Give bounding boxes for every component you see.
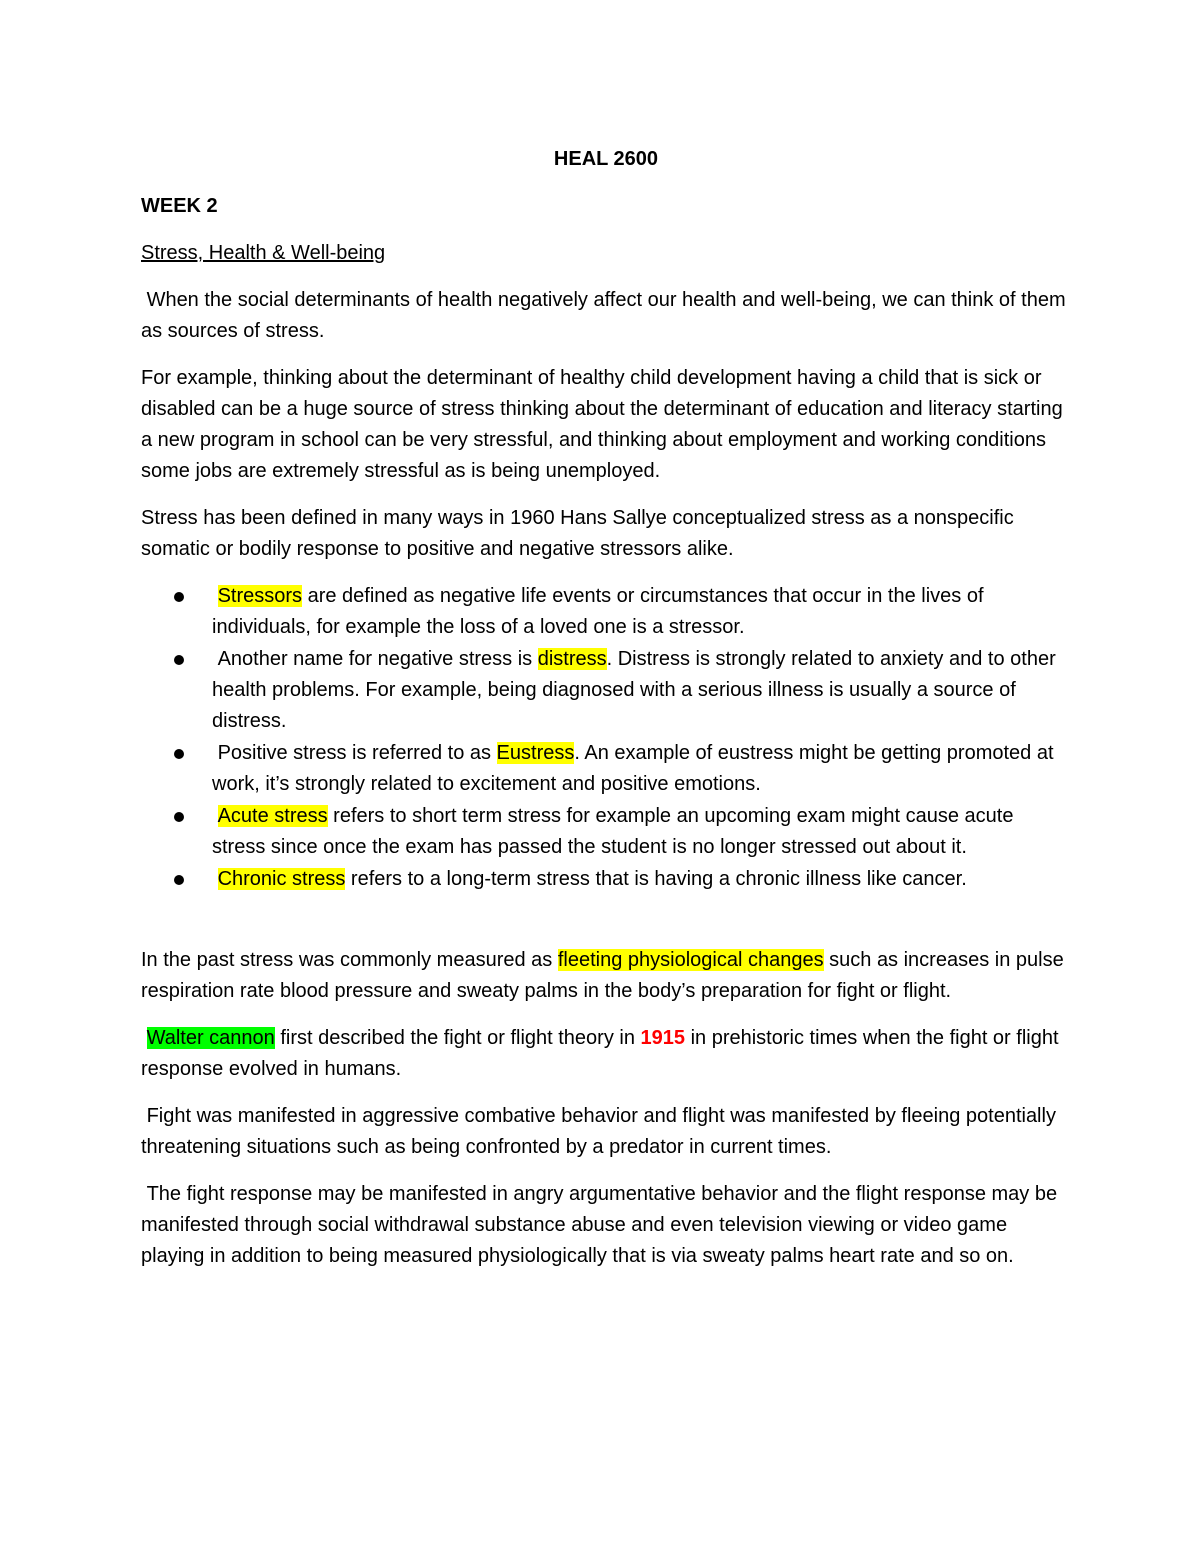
blank-line — [141, 911, 1071, 945]
paragraph-modern-response: The fight response may be manifested in angry argumentative behavior and the flight response may be manifested through social withdrawal substance abuse and even television viewing or video game playing in addition to being measured physiologically that is via sweaty palms heart rate and so on. — [141, 1183, 1063, 1267]
highlighted-name: Walter cannon — [146, 1027, 275, 1049]
list-item — [141, 864, 1071, 895]
list-item — [141, 581, 1071, 643]
bullet-icon — [174, 875, 184, 885]
paragraph-social-determinants: When the social determinants of health negatively affect our health and well-being, we can think of them as sources of stress. — [141, 289, 1072, 342]
paragraph-text: in prehistoric times when the fight or flight response evolved in humans. — [141, 1027, 1065, 1080]
highlighted-term: distress — [537, 648, 607, 670]
bullet-icon — [174, 655, 184, 665]
week-label: WEEK 2 — [141, 195, 218, 217]
list-item-text: . Distress is strongly related to anxiety and to other health problems. For example, being diagnosed with a serious illness is usually a source of distress. — [212, 648, 1056, 732]
paragraph-stress-definition: Stress has been defined in many ways in 1960 Hans Sallye conceptualized stress as a nonspecific somatic or bodily response to positive and negative stressors alike. — [141, 507, 1014, 560]
highlighted-term: Acute stress — [217, 805, 328, 827]
list-item — [141, 644, 1071, 737]
stress-types-list — [141, 581, 1071, 895]
paragraph-walter-cannon — [141, 1023, 1071, 1085]
list-item-prefix: Another name for negative stress is — [212, 648, 538, 670]
highlighted-year: 1915 — [640, 1027, 686, 1049]
highlighted-term: Stressors — [217, 585, 303, 607]
list-item-text: refers to short term stress for example an upcoming exam might cause acute stress since once the exam has passed the student is no longer stressed out about it. — [212, 805, 1014, 858]
list-item-prefix — [212, 805, 218, 827]
list-item — [141, 738, 1071, 800]
document-title: HEAL 2600 — [553, 148, 659, 170]
section-heading: Stress, Health & Well-being — [141, 242, 386, 264]
list-item-text: . An example of eustress might be getting promoted at work, it’s strongly related to excitement and positive emotions. — [212, 742, 1054, 795]
bullet-icon — [174, 812, 184, 822]
list-item-prefix: Positive stress is referred to as — [212, 742, 497, 764]
paragraph-examples: For example, thinking about the determinant of healthy child development having a child that is sick or disabled can be a huge source of stress thinking about the determinant of education and literacy starting a new program in school can be very stressful, and thinking about employment and working conditions some jobs are extremely stressful as is being unemployed. — [141, 367, 1063, 482]
bullet-icon — [174, 592, 184, 602]
paragraph-text: In the past stress was commonly measured as — [141, 949, 558, 971]
list-item-text: refers to a long-term stress that is having a chronic illness like cancer. — [345, 868, 967, 890]
document-body — [141, 144, 1071, 1288]
paragraph-past-measurement — [141, 945, 1071, 1007]
paragraph-fight-flight: Fight was manifested in aggressive combative behavior and flight was manifested by fleeing potentially threatening situations such as being confronted by a predator in current times. — [141, 1105, 1062, 1158]
paragraph-text: such as increases in pulse respiration rate blood pressure and sweaty palms in the body’s preparation for fight or flight. — [141, 949, 1064, 1002]
highlighted-term: Chronic stress — [217, 868, 346, 890]
list-item-prefix — [212, 868, 218, 890]
bullet-icon — [174, 749, 184, 759]
list-item-text: are defined as negative life events or circumstances that occur in the lives of individuals, for example the loss of a loved one is a stressor. — [212, 585, 984, 638]
list-item-prefix — [212, 585, 218, 607]
list-item — [141, 801, 1071, 863]
highlighted-term: fleeting physiological changes — [557, 949, 824, 971]
highlighted-term: Eustress — [496, 742, 575, 764]
paragraph-text: first described the fight or flight theory in — [274, 1027, 641, 1049]
